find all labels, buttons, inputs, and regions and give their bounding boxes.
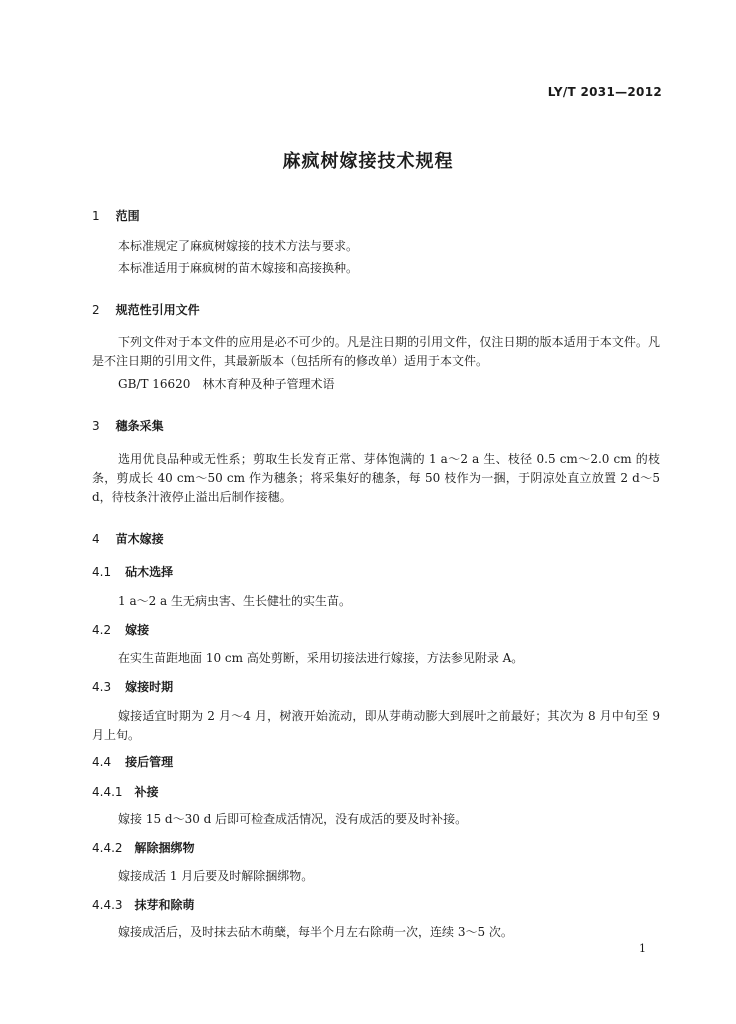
section-number: 1: [92, 209, 100, 223]
section-4-4-2-heading: [92, 839, 195, 856]
section-4-1-paragraph: 1 a～2 a 生无病虫害、生长健壮的实生苗。: [118, 594, 352, 608]
page-number: 1: [639, 942, 646, 955]
section-number: 4.1: [92, 565, 112, 579]
section-2-paragraph-1: 下列文件对于本文件的应用是必不可少的。凡是注日期的引用文件，仅注日期的版本适用于本文件。凡是不注日期的引用文件，其最新版本（包括所有的修改单）适用于本文件。: [92, 335, 660, 368]
section-title: 补接: [134, 785, 159, 799]
section-1-heading: [92, 207, 140, 224]
section-title: 规范性引用文件: [115, 303, 200, 317]
section-3-heading: [92, 417, 164, 434]
section-4-1-heading: [92, 563, 173, 580]
section-4-4-heading: [92, 753, 173, 770]
section-title: 解除捆绑物: [134, 841, 195, 855]
section-title: 苗木嫁接: [115, 532, 164, 546]
section-4-4-3-heading: [92, 896, 195, 913]
section-4-4-2-paragraph: 嫁接成活 1 月后要及时解除捆绑物。: [118, 869, 314, 883]
section-title: 嫁接: [125, 623, 150, 637]
section-number: 4.4.1: [92, 785, 123, 799]
section-4-4-1-heading: [92, 783, 159, 800]
section-title: 范围: [115, 209, 140, 223]
section-number: 4.4.3: [92, 898, 123, 912]
section-4-3-paragraph: 嫁接适宜时期为 2 月～4 月，树液开始流动，即从芽萌动膨大到展叶之前最好；其次为 8 月中旬至 9 月上旬。: [92, 709, 660, 742]
standard-code: LY/T 2031—2012: [547, 85, 662, 99]
section-number: 3: [92, 419, 100, 433]
document-title: 麻疯树嫁接技术规程: [282, 151, 454, 172]
section-4-4-1-paragraph: 嫁接 15 d～30 d 后即可检查成活情况，没有成活的要及时补接。: [118, 812, 468, 826]
section-1-paragraph-1: 本标准规定了麻疯树嫁接的技术方法与要求。: [118, 239, 359, 253]
section-title: 砧木选择: [125, 565, 174, 579]
section-4-2-heading: [92, 621, 149, 638]
section-title: 抹芽和除萌: [134, 898, 195, 912]
section-4-2-paragraph: 在实生苗距地面 10 cm 高处剪断，采用切接法进行嫁接，方法参见附录 A。: [118, 651, 524, 665]
section-number: 4: [92, 532, 100, 546]
section-1-paragraph-2: 本标准适用于麻疯树的苗木嫁接和高接换种。: [118, 261, 359, 275]
section-number: 4.4: [92, 755, 112, 769]
section-title: 嫁接时期: [125, 680, 174, 694]
section-2-reference: GB/T 16620 林木育种及种子管理术语: [118, 377, 335, 391]
section-4-heading: [92, 530, 164, 547]
section-4-3-heading: [92, 678, 173, 695]
section-number: 4.3: [92, 680, 112, 694]
section-3-paragraph-1: 选用优良品种或无性系；剪取生长发育正常、芽体饱满的 1 a～2 a 生、枝径 0.5 cm～2.0 cm 的枝条，剪成长 40 cm～50 cm 作为穗条；将采集好的穗条，每 50 枝作为一捆，于阴凉处直立放置 2 d～5 d，待枝条汁液停止溢出后制作接穗。: [92, 452, 660, 504]
section-title: 穗条采集: [115, 419, 164, 433]
section-title: 接后管理: [125, 755, 174, 769]
section-2-heading: [92, 301, 200, 318]
section-4-4-3-paragraph: 嫁接成活后，及时抹去砧木萌蘖，每半个月左右除萌一次，连续 3～5 次。: [118, 925, 513, 939]
section-number: 4.2: [92, 623, 112, 637]
section-number: 2: [92, 303, 100, 317]
section-number: 4.4.2: [92, 841, 123, 855]
